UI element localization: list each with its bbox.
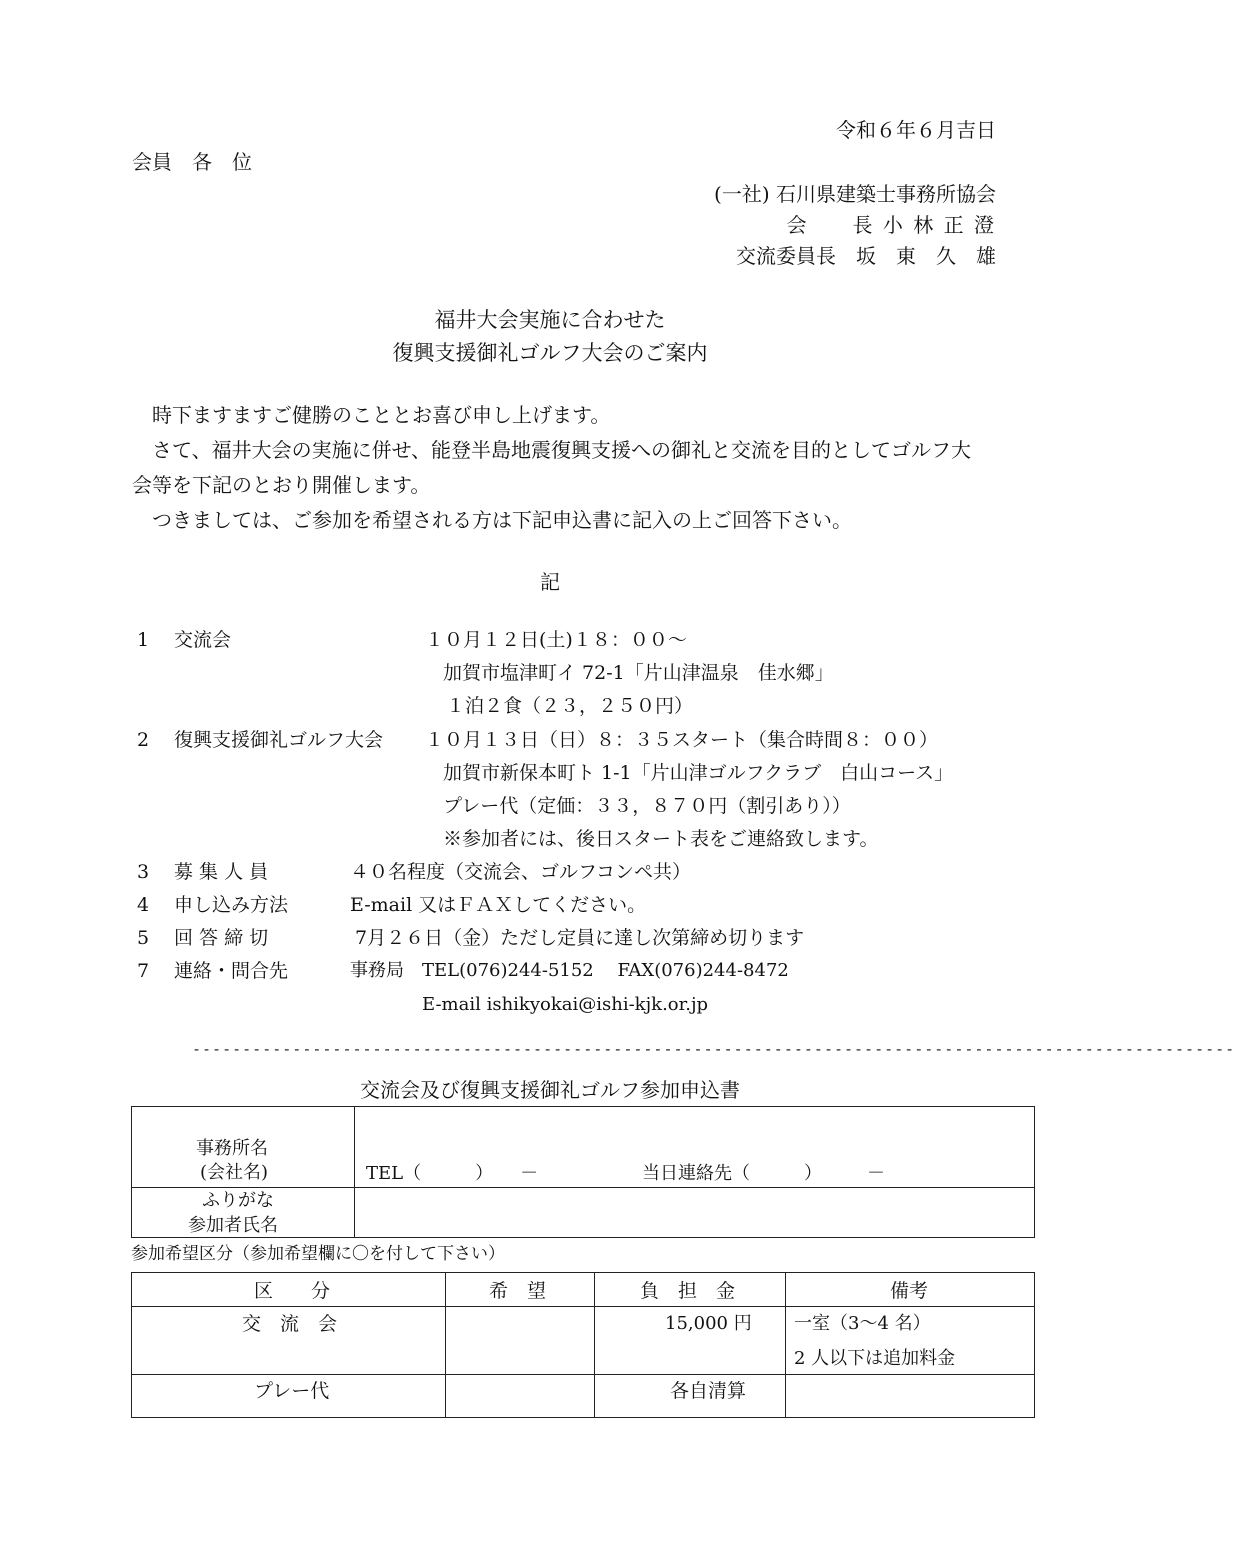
row-exchange-note: 2 人以下は追加料金	[794, 1348, 956, 1369]
contact-email: E-mail ishikyokai@ishi-kjk.or.jp	[422, 994, 709, 1015]
item-detail: １０月１２日(土)１８：００～	[425, 629, 687, 651]
item-number: 3	[137, 861, 150, 883]
item-number: 7	[137, 960, 150, 982]
item-detail: プレー代（定価：３３，８７０円（割引あり））	[443, 795, 851, 817]
cut-line: --------------------------------------------------------------------------------------------------------	[192, 1040, 1235, 1058]
item-number: 1	[137, 629, 150, 651]
row-exchange-fee: 15,000 円	[665, 1313, 752, 1334]
header-wish: 希 望	[489, 1280, 547, 1302]
item-label: 募 集 人 員	[174, 861, 269, 883]
ki-heading: 記	[540, 570, 560, 594]
body-paragraph-request: つきましては、ご参加を希望される方は下記申込書に記入の上ご回答下さい。	[152, 508, 852, 532]
row-exchange-wish-cell[interactable]	[447, 1308, 593, 1373]
item-number: 4	[137, 894, 150, 916]
item-label: 申し込み方法	[174, 894, 289, 916]
item-detail: ４０名程度（交流会、ゴルフコンペ共）	[350, 861, 692, 883]
tel-field-label[interactable]: TEL（ ） －	[366, 1163, 539, 1184]
header-notes: 備考	[890, 1280, 929, 1302]
participation-table	[131, 1272, 1035, 1418]
organization-name: (一社) 石川県建築士事務所協会	[714, 182, 996, 206]
document-date: 令和６年６月吉日	[836, 118, 996, 142]
committee-chair-name: 交流委員長 坂 東 久 雄	[736, 244, 996, 268]
participant-name-label: 参加者氏名	[188, 1215, 278, 1236]
item-label: 回 答 締 切	[174, 927, 269, 949]
item-label: 交流会	[174, 629, 232, 651]
furigana-label: ふりがな	[202, 1190, 274, 1211]
item-detail: 7月２６日（金）ただし定員に達し次第締め切ります	[355, 927, 805, 949]
item-number: 2	[137, 729, 150, 751]
day-contact-field-label[interactable]: 当日連絡先（ ） －	[642, 1163, 885, 1184]
form-title: 交流会及び復興支援御礼ゴルフ参加申込書	[360, 1078, 740, 1102]
row-exchange-category: 交 流 会	[242, 1313, 338, 1335]
participant-name-field[interactable]	[356, 1189, 1034, 1237]
addressee: 会員 各 位	[132, 150, 252, 174]
row-play-fee-wish-cell[interactable]	[447, 1376, 593, 1416]
item-detail: １０月１３日（日）８：３５スタート（集合時間８：００）	[425, 729, 939, 751]
office-name-label: 事務所名	[196, 1138, 268, 1159]
row-exchange-note: 一室（3～4 名）	[794, 1313, 931, 1334]
row-play-fee-category: プレー代	[254, 1380, 330, 1402]
item-detail: １泊２食（２３，２５０円）	[446, 695, 694, 717]
body-paragraph-purpose-cont: 会等を下記のとおり開催します。	[132, 473, 431, 497]
item-detail: 加賀市塩津町イ 72-1「片山津温泉 佳水郷」	[443, 662, 834, 684]
item-detail: ※参加者には、後日スタート表をご連絡致します。	[443, 828, 879, 850]
company-name-label: (会社名)	[200, 1162, 269, 1183]
chairman-name: 会 長 小 林 正 澄	[786, 213, 996, 237]
item-detail: 事務局 TEL(076)244-5152 FAX(076)244-8472	[350, 960, 789, 981]
participation-category-note: 参加希望区分（参加希望欄に〇を付して下さい）	[131, 1244, 505, 1264]
doc-title-line2: 復興支援御礼ゴルフ大会のご案内	[392, 341, 708, 365]
doc-title-line1: 福井大会実施に合わせた	[434, 308, 666, 332]
header-category: 区 分	[254, 1280, 331, 1302]
item-detail: 加賀市新保本町ト 1-1「片山津ゴルフクラブ 白山コース」	[443, 762, 954, 784]
item-label: 復興支援御礼ゴルフ大会	[174, 729, 384, 751]
item-detail: E-mail 又はＦＡＸしてください。	[350, 894, 647, 916]
body-paragraph-greeting: 時下ますますご健勝のこととお喜び申し上げます。	[152, 403, 611, 427]
applicant-info-table	[131, 1106, 1035, 1238]
header-fee: 負 担 金	[640, 1280, 736, 1302]
body-paragraph-purpose: さて、福井大会の実施に併せ、能登半島地震復興支援への御礼と交流を目的としてゴルフ大	[152, 438, 971, 462]
item-number: 5	[137, 927, 150, 949]
row-play-fee-fee: 各自清算	[670, 1380, 747, 1402]
item-label: 連絡・問合先	[174, 960, 289, 982]
